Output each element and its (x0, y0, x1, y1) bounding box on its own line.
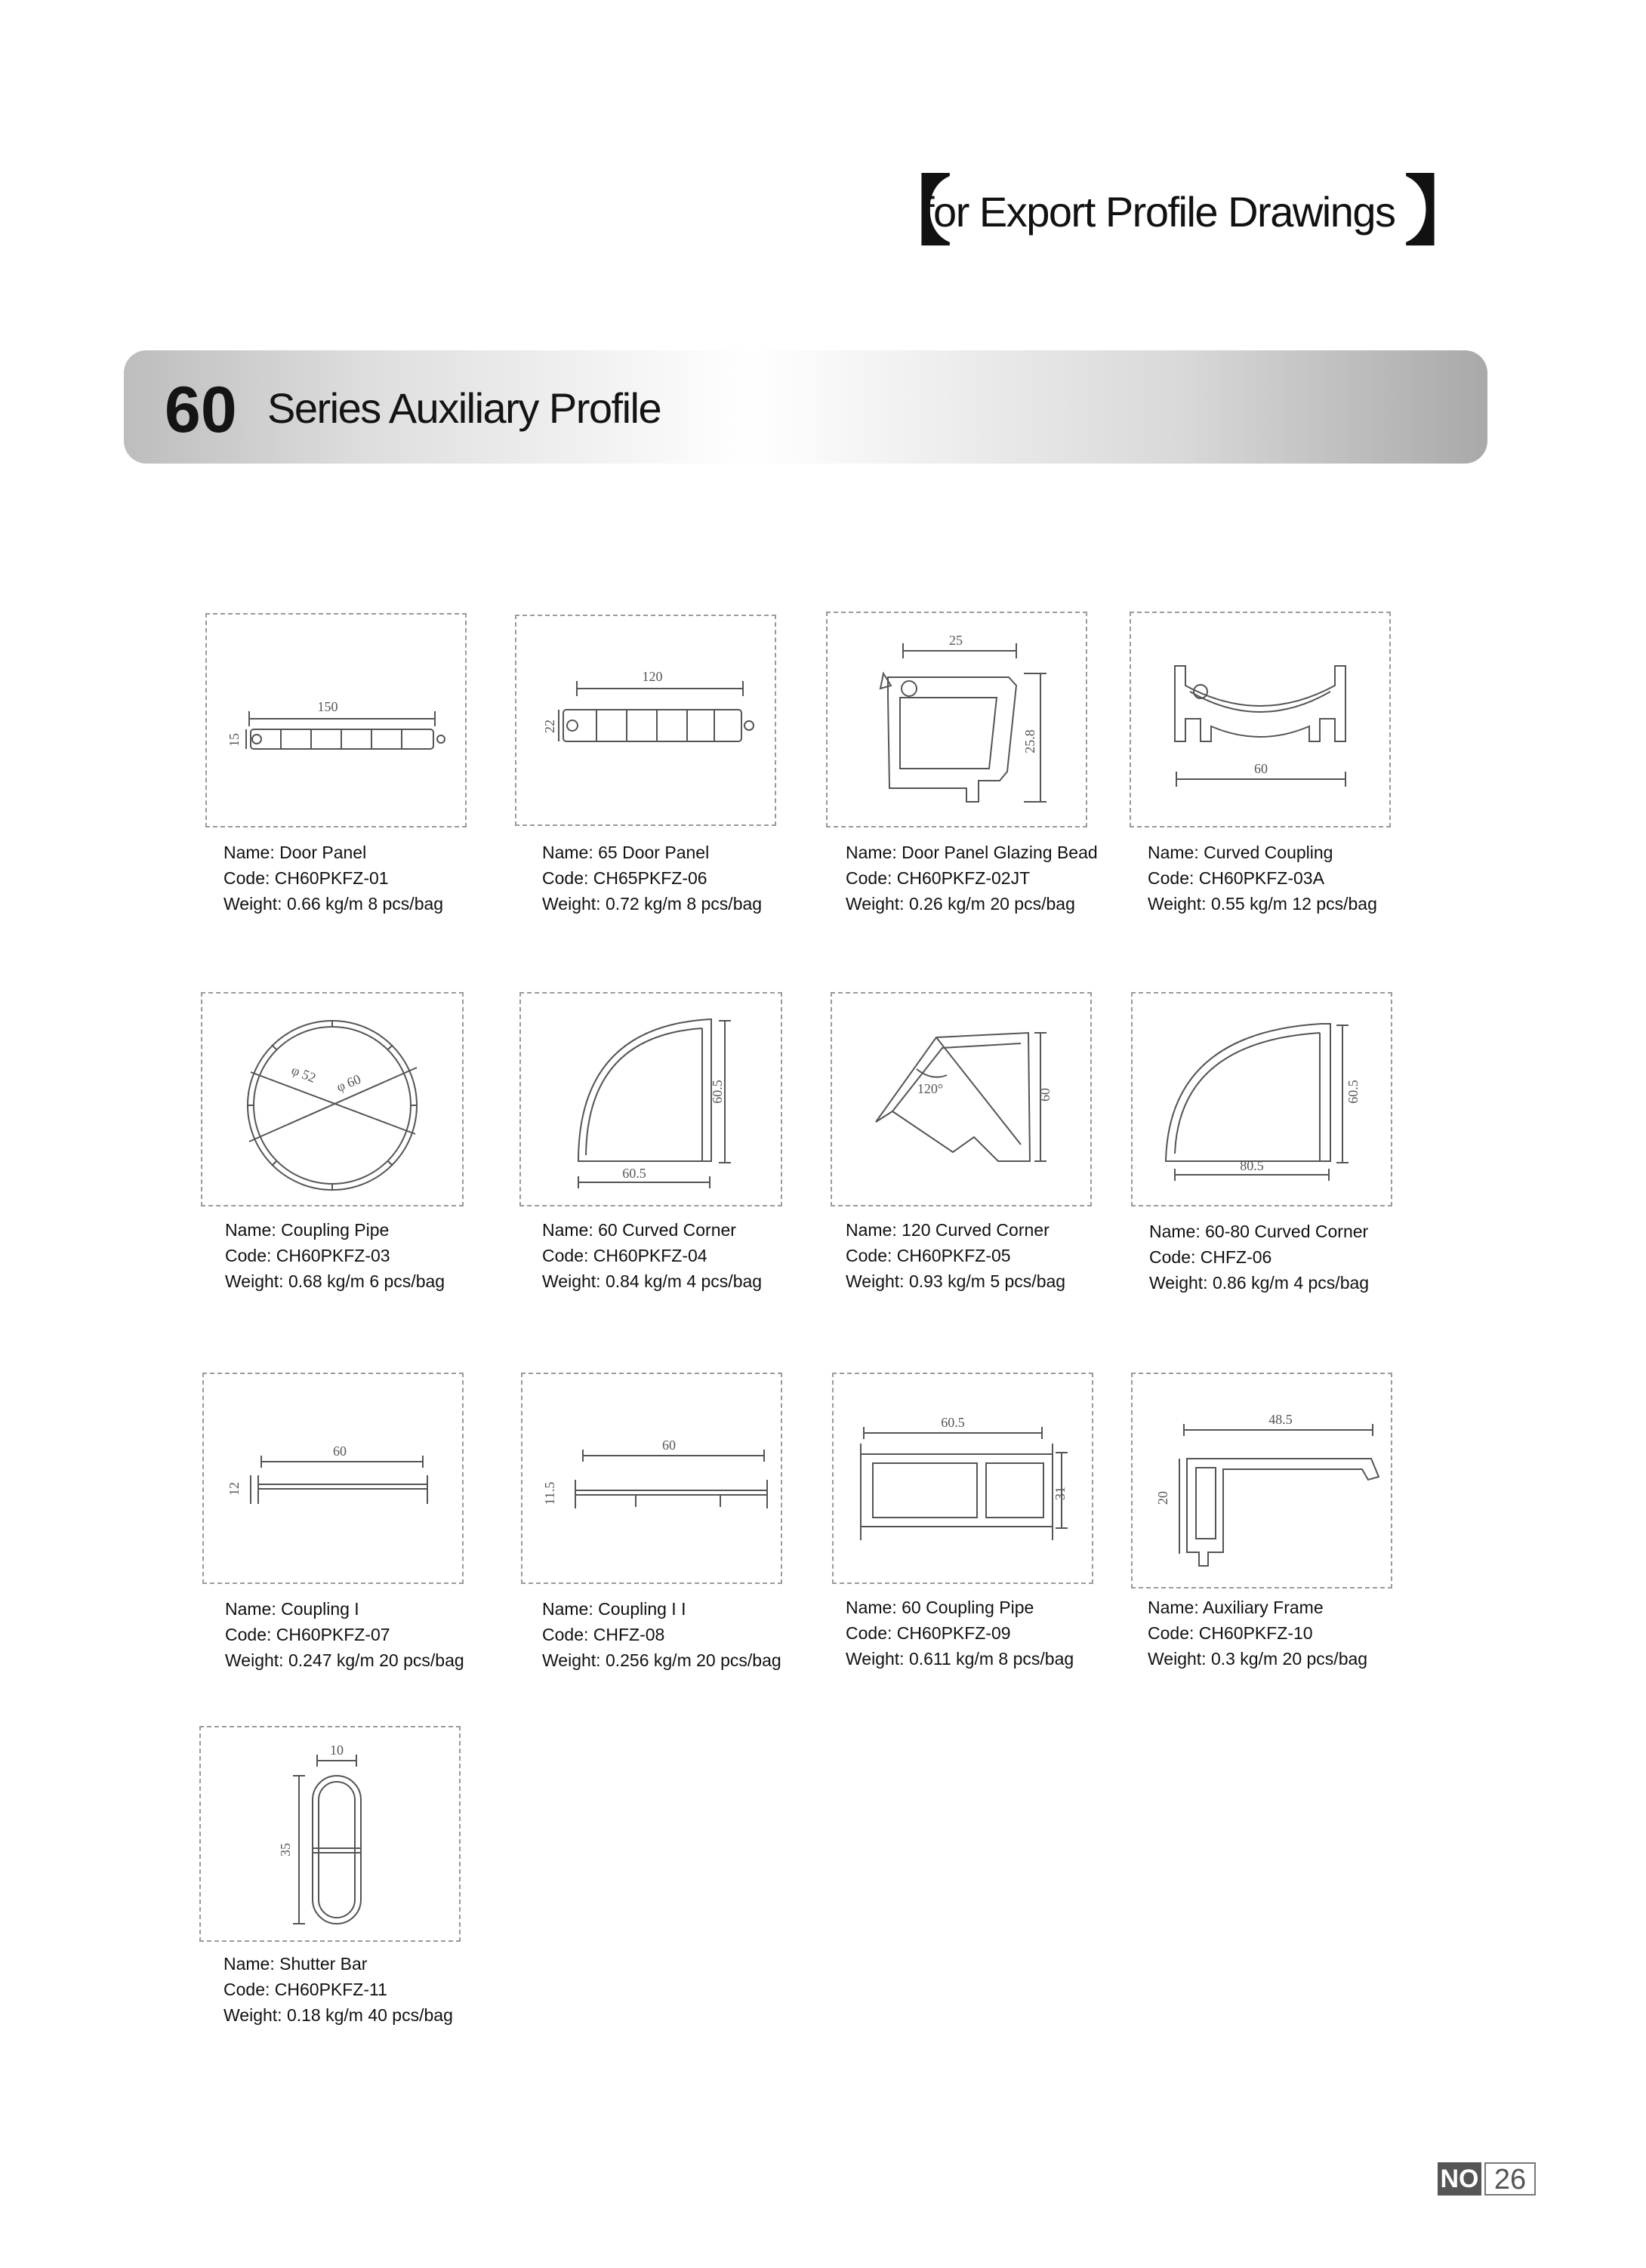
profile-code: Code: CH60PKFZ-07 (225, 1625, 390, 1644)
dim-label: 60 (1037, 1088, 1053, 1102)
profile-drawing-120-curved-corner (831, 992, 1092, 1206)
profile-info-120-curved-corner (846, 1217, 1065, 1294)
profile-name: Name: 60 Coupling Pipe (846, 1598, 1034, 1617)
section-number: 60 (165, 374, 237, 446)
dim-label: 25 (949, 633, 963, 648)
close-bracket: 】 (1404, 170, 1480, 254)
page-number-value: 26 (1484, 2162, 1536, 2196)
dim-label: 60 (662, 1438, 676, 1453)
profile-drawing-glazing-bead (826, 612, 1087, 827)
header-title: for Export Profile Drawings (923, 188, 1395, 236)
profile-code: Code: CH60PKFZ-03 (225, 1246, 390, 1265)
profile-weight: Weight: 0.68 kg/m 6 pcs/bag (225, 1271, 445, 1291)
profile-code: Code: CH60PKFZ-03A (1148, 868, 1324, 888)
profile-info-60-curved-corner (542, 1217, 762, 1294)
dim-label: 120 (642, 669, 663, 684)
profile-weight: Weight: 0.55 kg/m 12 pcs/bag (1148, 894, 1377, 914)
profile-name: Name: Auxiliary Frame (1148, 1598, 1324, 1617)
page-number (1438, 2162, 1536, 2196)
profile-drawing-shutter-bar (199, 1726, 461, 1942)
profile-info-door-panel (223, 840, 443, 917)
profile-name: Name: Coupling I (225, 1599, 359, 1619)
dim-label: 150 (317, 699, 338, 714)
profile-drawing-60-curved-corner (519, 992, 782, 1206)
dim-label: 48.5 (1268, 1412, 1293, 1427)
profile-info-coupling-ii (542, 1596, 781, 1673)
profile-name: Name: 65 Door Panel (542, 843, 710, 862)
profile-drawing-60-80-curved-corner (1131, 992, 1392, 1206)
profile-name: Name: 60 Curved Corner (542, 1220, 736, 1240)
profile-info-auxiliary-frame (1148, 1595, 1367, 1672)
dim-label: 22 (542, 720, 557, 733)
profile-code: Code: CHFZ-06 (1149, 1247, 1272, 1267)
page-number-prefix: NO (1438, 2162, 1481, 2196)
dim-label: 31 (1053, 1487, 1068, 1500)
dim-label: 10 (330, 1743, 344, 1758)
profile-name: Name: Curved Coupling (1148, 843, 1333, 862)
profile-info-shutter-bar (223, 1951, 453, 2028)
profile-code: Code: CH60PKFZ-04 (542, 1246, 707, 1265)
dim-label: 11.5 (542, 1481, 557, 1505)
profile-weight: Weight: 0.84 kg/m 4 pcs/bag (542, 1271, 763, 1291)
profile-weight: Weight: 0.18 kg/m 40 pcs/bag (223, 2005, 453, 2025)
profile-name: Name: Coupling I I (542, 1599, 686, 1619)
profile-info-glazing-bead (846, 840, 1098, 917)
dim-label: 60 (333, 1444, 347, 1459)
profile-code: Code: CHFZ-08 (542, 1625, 665, 1644)
profile-info-60-coupling-pipe (846, 1595, 1074, 1672)
profile-weight: Weight: 0.611 kg/m 8 pcs/bag (846, 1649, 1074, 1669)
profile-weight: Weight: 0.93 kg/m 5 pcs/bag (846, 1271, 1066, 1291)
dim-label: 25.8 (1022, 729, 1037, 753)
dim-label: 60.5 (622, 1166, 646, 1181)
profile-info-coupling-pipe (225, 1217, 445, 1294)
profile-weight: Weight: 0.247 kg/m 20 pcs/bag (225, 1650, 464, 1670)
dim-label: 20 (1155, 1491, 1170, 1505)
profile-weight: Weight: 0.86 kg/m 4 pcs/bag (1149, 1273, 1370, 1293)
profile-weight: Weight: 0.66 kg/m 8 pcs/bag (223, 894, 444, 914)
profile-weight: Weight: 0.256 kg/m 20 pcs/bag (542, 1650, 781, 1670)
profile-info-60-80-curved-corner (1149, 1219, 1369, 1296)
profile-weight: Weight: 0.3 kg/m 20 pcs/bag (1148, 1649, 1368, 1669)
profile-name: Name: 60-80 Curved Corner (1149, 1222, 1369, 1241)
profile-drawing-auxiliary-frame (1131, 1373, 1392, 1589)
section-band (124, 350, 1487, 464)
profile-drawing-60-coupling-pipe (832, 1373, 1093, 1584)
profile-drawing-65-door-panel (515, 615, 776, 826)
profile-drawing-coupling-ii (521, 1373, 782, 1584)
dim-label: 120° (917, 1081, 944, 1096)
profile-name: Name: Door Panel Glazing Bead (846, 843, 1098, 862)
profile-code: Code: CH60PKFZ-10 (1148, 1623, 1313, 1643)
page-header (876, 172, 1480, 255)
profile-code: Code: CH60PKFZ-09 (846, 1623, 1011, 1643)
profile-name: Name: Door Panel (223, 843, 367, 862)
profile-info-coupling-i (225, 1596, 464, 1673)
dim-label: φ 60 (334, 1071, 363, 1095)
open-bracket: 【 (876, 170, 951, 254)
profile-drawing-curved-coupling (1130, 612, 1391, 827)
dim-label: 60.5 (710, 1080, 725, 1104)
profile-info-curved-coupling (1148, 840, 1377, 917)
profile-code: Code: CH60PKFZ-11 (223, 1980, 387, 1999)
profile-name: Name: Coupling Pipe (225, 1220, 390, 1240)
profile-code: Code: CH65PKFZ-06 (542, 868, 707, 888)
profile-drawing-coupling-pipe (201, 992, 464, 1206)
dim-label: 80.5 (1240, 1158, 1264, 1173)
profile-name: Name: Shutter Bar (223, 1954, 368, 1974)
profile-drawing-coupling-i (202, 1373, 464, 1584)
profile-code: Code: CH60PKFZ-05 (846, 1246, 1011, 1265)
profile-code: Code: CH60PKFZ-02JT (846, 868, 1031, 888)
dim-label: 12 (227, 1482, 242, 1496)
dim-label: 60 (1254, 761, 1268, 776)
profile-name: Name: 120 Curved Corner (846, 1220, 1050, 1240)
dim-label: 15 (227, 733, 242, 747)
section-title: Series Auxiliary Profile (267, 384, 661, 432)
dim-label: 60.5 (1345, 1080, 1361, 1104)
dim-label: 35 (278, 1843, 293, 1857)
profile-info-65-door-panel (542, 840, 762, 917)
dim-label: 60.5 (941, 1415, 965, 1430)
dim-label: φ 52 (289, 1062, 319, 1086)
profile-weight: Weight: 0.26 kg/m 20 pcs/bag (846, 894, 1075, 914)
profile-weight: Weight: 0.72 kg/m 8 pcs/bag (542, 894, 763, 914)
profile-drawing-door-panel (205, 613, 467, 827)
profile-code: Code: CH60PKFZ-01 (223, 868, 389, 888)
